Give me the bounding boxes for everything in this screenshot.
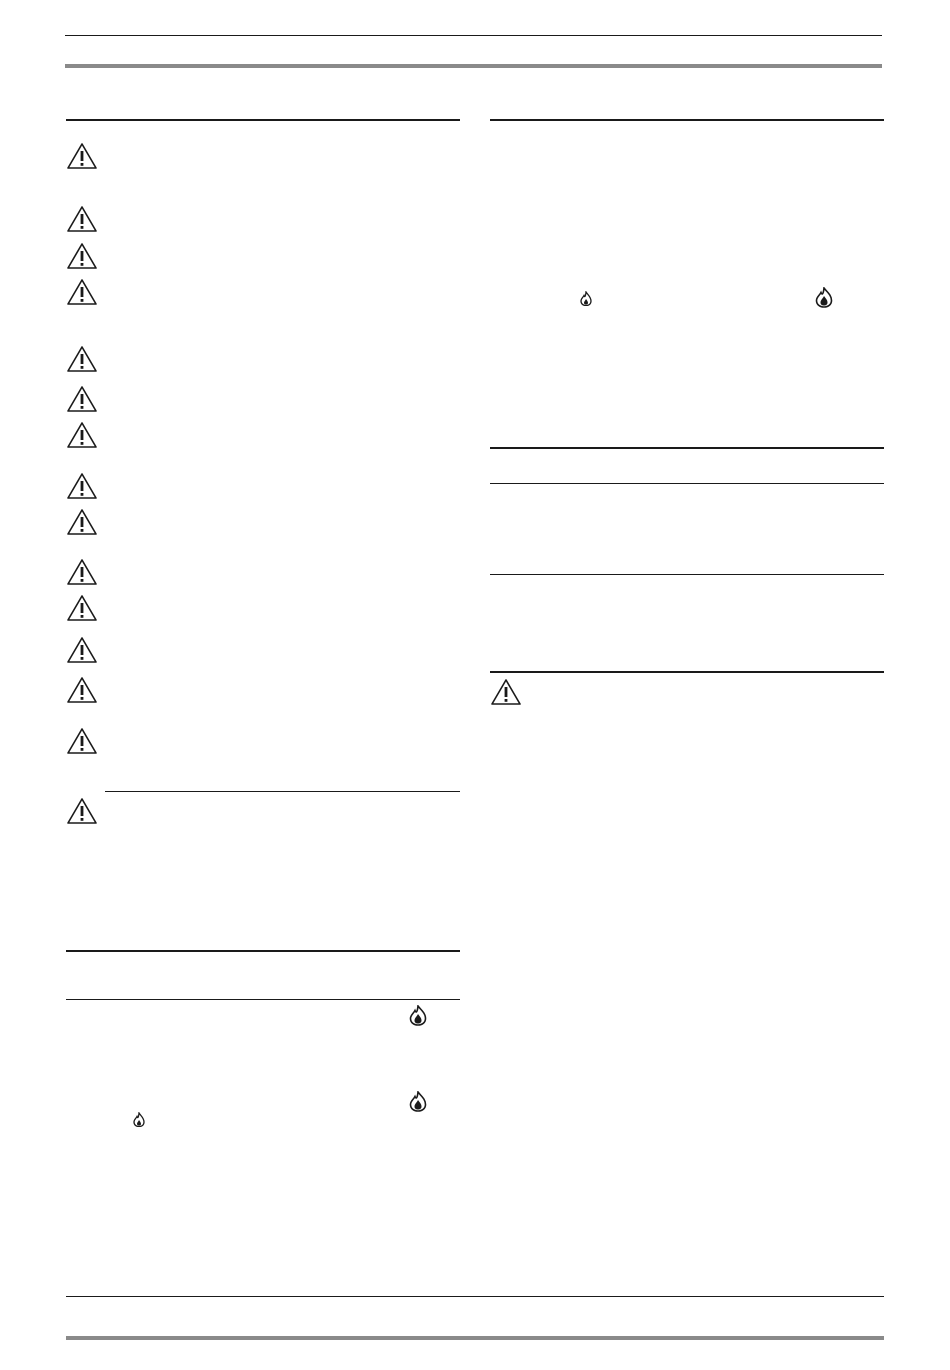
right-subsection-rule [490,483,884,484]
warning-triangle-icon [66,594,98,622]
warning-triangle-icon [66,636,98,664]
warning-triangle-icon [66,421,98,449]
right-subsection-rule-2 [490,574,884,575]
left-section-rule [66,119,460,121]
flame-large-icon [409,1005,427,1026]
footer-rule [66,1296,884,1297]
flame-small-icon [580,291,592,306]
header-bar [65,64,882,68]
warning-triangle-icon [66,727,98,755]
warning-triangle-icon [66,242,98,270]
warning-triangle-icon [490,678,522,706]
warning-triangle-icon [66,676,98,704]
warning-triangle-icon [66,797,98,825]
header-top-rule [65,35,882,36]
warning-triangle-icon [66,472,98,500]
warning-triangle-icon [66,385,98,413]
right-section-rule-2 [490,447,884,449]
warning-triangle-icon [66,558,98,586]
left-section-rule-2 [66,950,460,952]
warning-triangle-icon [66,345,98,373]
warning-triangle-icon [66,508,98,536]
footer-bar [66,1336,884,1340]
right-section-rule [490,119,884,121]
flame-large-icon [815,287,833,308]
warning-triangle-icon [66,142,98,170]
warning-triangle-icon [66,205,98,233]
left-subsection-rule-2 [66,999,460,1000]
left-subsection-rule [105,791,460,792]
flame-small-icon [133,1112,145,1127]
warning-triangle-icon [66,278,98,306]
right-section-rule-3 [490,671,884,673]
flame-large-icon [409,1091,427,1112]
